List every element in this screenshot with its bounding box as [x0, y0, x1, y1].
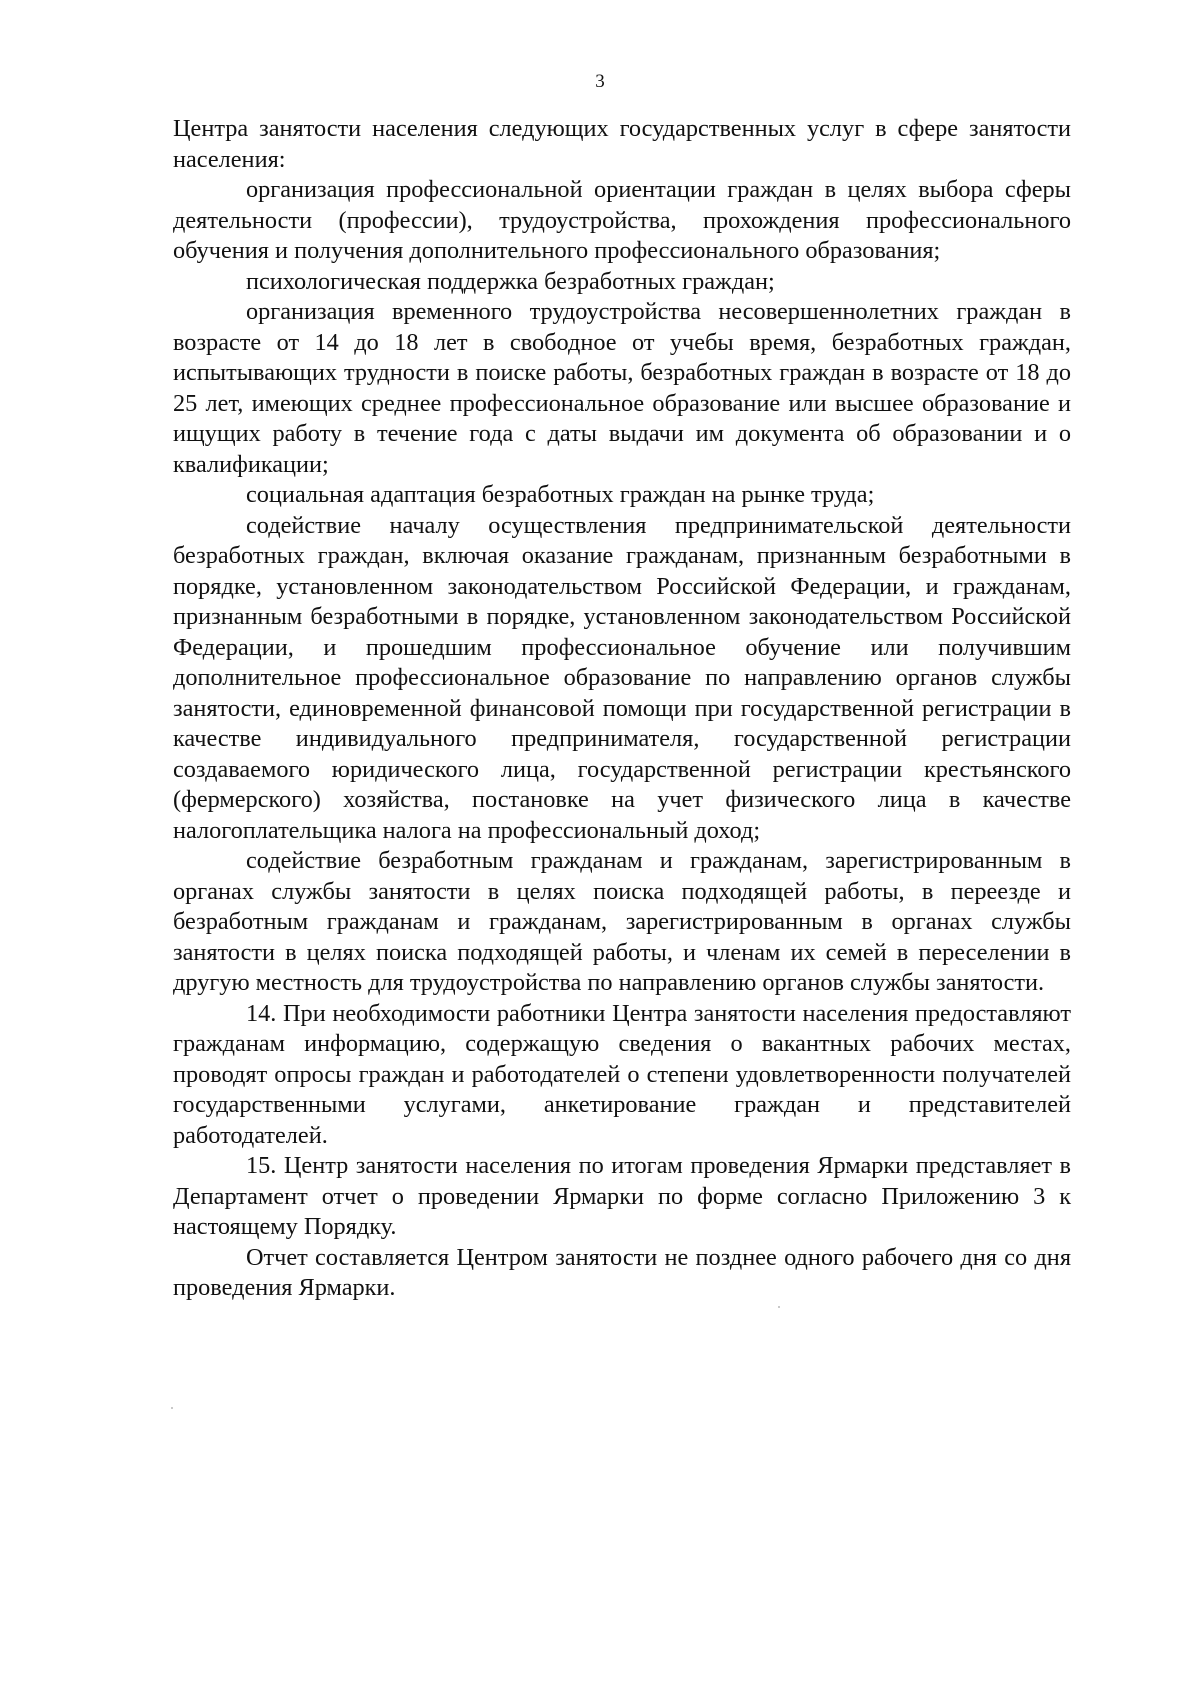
paragraph-temporary-employment: организация временного трудоустройства несовершеннолетних граждан в возрасте от 14 до 18 лет в свободное от учебы время, безработных граждан, испытывающих трудности в поиске работы, безработных граждан в возрасте от 18 до 25 лет, имеющих среднее профессиональное образование или высшее образование и ищущих работу в течение года с даты выдачи им документа об образовании и о квалификации;	[173, 298, 1071, 478]
paragraph-career-guidance: организация профессиональной ориентации граждан в целях выбора сферы деятельности (профессии), трудоустройства, прохождения профессионального обучения и получения дополнительного профессионального образования;	[173, 176, 1071, 264]
paragraph-item-15: 15. Центр занятости населения по итогам проведения Ярмарки представляет в Департамент отчет о проведении Ярмарки по форме согласно Приложению 3 к настоящему Порядку.	[173, 1152, 1071, 1240]
paragraph-continuation: Центра занятости населения следующих государственных услуг в сфере занятости населения:	[173, 115, 1071, 173]
scan-speck	[171, 1407, 173, 1409]
paragraph-entrepreneurship-support: содействие началу осуществления предпринимательской деятельности безработных граждан, включая оказание гражданам, признанным безработными в порядке, установленном законодательством Российской Федерации, и гражданам, признанным безработными в порядке, установленном законодательством Российской Федерации, и прошедшим профессиональное обучение или получившим дополнительное профессиональное образование по направлению органов службы занятости, единовременной финансовой помощи при государственной регистрации в качестве индивидуального предпринимателя, государственной регистрации создаваемого юридического лица, государственной регистрации крестьянского (фермерского) хозяйства, постановке на учет физического лица в качестве налогоплательщика налога на профессиональный доход;	[173, 511, 1071, 844]
paragraph-item-14: 14. При необходимости работники Центра занятости населения предоставляют гражданам информацию, содержащую сведения о вакантных рабочих местах, проводят опросы граждан и работодателей о степени удовлетворенности получателей государственными услугами, анкетирование граждан и представителей работодателей.	[173, 999, 1071, 1149]
page-number: 3	[595, 71, 605, 92]
scan-speck	[778, 1306, 780, 1308]
paragraph-social-adaptation: социальная адаптация безработных граждан на рынке труда;	[246, 481, 875, 508]
paragraph-report-deadline: Отчет составляется Центром занятости не позднее одного рабочего дня со дня проведения Ярмарки.	[173, 1243, 1071, 1301]
document-body	[173, 114, 1071, 1304]
paragraph-relocation-assistance: содействие безработным гражданам и гражданам, зарегистрированным в органах службы занятости в целях поиска подходящей работы, в переезде и безработным гражданам и гражданам, зарегистрированным в органах службы занятости в целях поиска подходящей работы, и членам их семей в переселении в другую местность для трудоустройства по направлению органов службы занятости.	[173, 847, 1071, 996]
paragraph-psychological-support: психологическая поддержка безработных граждан;	[246, 267, 775, 295]
